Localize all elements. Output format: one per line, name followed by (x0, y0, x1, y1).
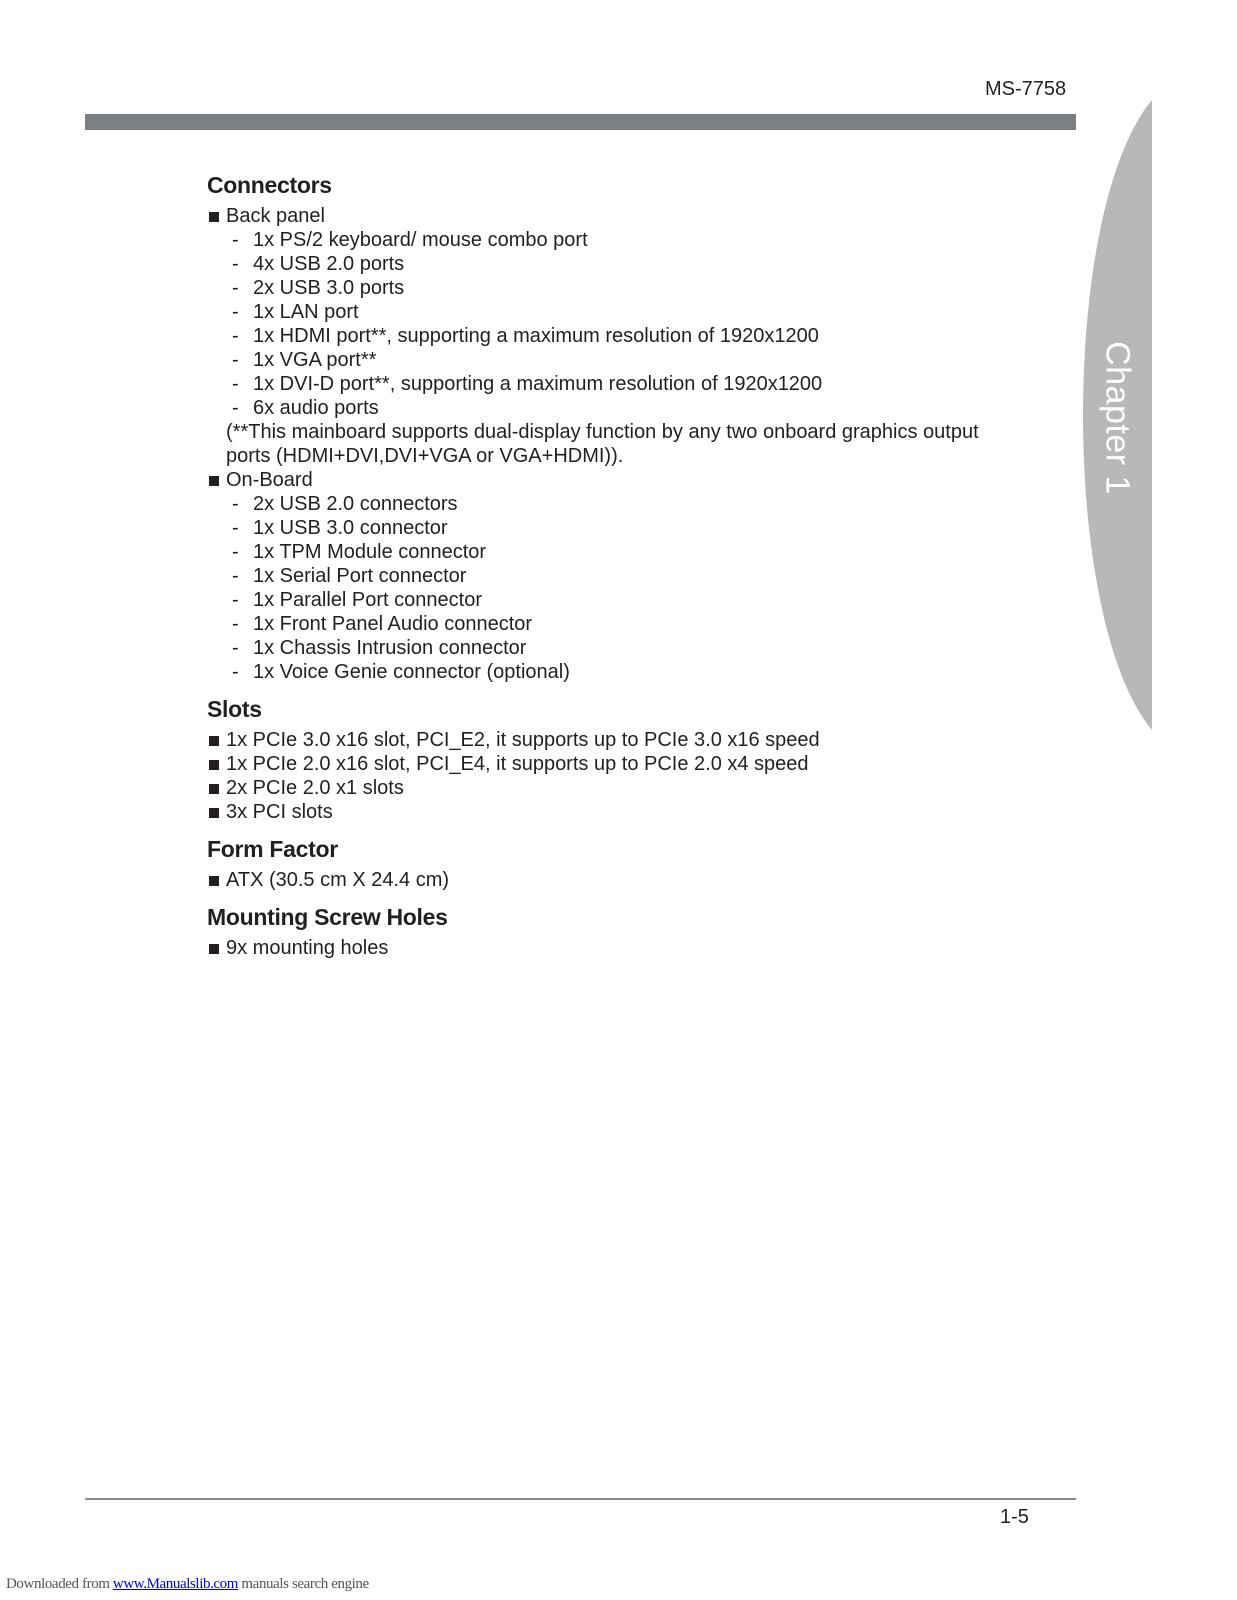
sub-item: - 1x Voice Genie connector (optional) (232, 661, 570, 683)
sub-item: - 1x Chassis Intrusion connector (232, 637, 527, 659)
bullet-item: 1x PCIe 2.0 x16 slot, PCI_E4, it supports up to PCIe 2.0 x4 speed (207, 752, 1047, 776)
slots-list (207, 728, 1047, 824)
sub-item: - 1x PS/2 keyboard/ mouse combo port (232, 229, 588, 251)
section-form-factor (207, 834, 1047, 892)
sub-item: - 1x Serial Port connector (232, 565, 467, 587)
sub-item: - 1x TPM Module connector (232, 541, 487, 563)
bullet-item: Back panel (207, 204, 1047, 228)
sub-item: - 1x VGA port** (232, 349, 377, 371)
note-line: ports (HDMI+DVI,DVI+VGA or VGA+HDMI)). (226, 445, 624, 467)
sub-item: - 4x USB 2.0 ports (232, 253, 405, 275)
section-slots (207, 694, 1047, 824)
manualslib-link[interactable]: www.Manualslib.com (112, 1576, 239, 1592)
footer-prefix: Downloaded from (6, 1576, 113, 1592)
chapter-label: Chapter 1 (1098, 341, 1137, 495)
bullet-item: ATX (30.5 cm X 24.4 cm) (207, 868, 1047, 892)
bullet-item: 2x PCIe 2.0 x1 slots (207, 776, 1047, 800)
sub-item: - 2x USB 3.0 ports (232, 277, 405, 299)
spec-content (207, 170, 1047, 970)
section-title: Form Factor (207, 836, 338, 862)
sub-item: - 1x Parallel Port connector (232, 589, 483, 611)
bullet-item: On-Board (207, 468, 1047, 492)
mounting-list (207, 936, 1047, 960)
footer-suffix: manuals search engine (238, 1576, 369, 1592)
header-bar (85, 114, 1076, 130)
footer-divider (85, 1498, 1076, 1500)
sub-item: - 6x audio ports (232, 397, 379, 419)
sub-item: - 1x LAN port (232, 301, 359, 323)
model-number: MS-7758 (985, 78, 1067, 100)
section-connectors (207, 170, 1047, 684)
section-title: Connectors (207, 172, 332, 198)
bullet-item: 9x mounting holes (207, 936, 1047, 960)
sub-item: - 1x HDMI port**, supporting a maximum resolution of 1920x1200 (232, 325, 819, 347)
sub-item: - 2x USB 2.0 connectors (232, 493, 458, 515)
form-factor-list (207, 868, 1047, 892)
section-title: Mounting Screw Holes (207, 904, 448, 930)
sub-item: - 1x Front Panel Audio connector (232, 613, 533, 635)
sub-item: - 1x USB 3.0 connector (232, 517, 448, 539)
section-mounting (207, 902, 1047, 960)
section-title: Slots (207, 696, 262, 722)
download-footer (6, 1576, 369, 1593)
bullet-item: 1x PCIe 3.0 x16 slot, PCI_E2, it supports up to PCIe 3.0 x16 speed (207, 728, 1047, 752)
note-line: (**This mainboard supports dual-display function by any two onboard graphics output (226, 421, 979, 443)
connectors-list (207, 204, 1047, 684)
sub-item: - 1x DVI-D port**, supporting a maximum resolution of 1920x1200 (232, 373, 823, 395)
bullet-item: 3x PCI slots (207, 800, 1047, 824)
page-number: 1-5 (1000, 1506, 1029, 1528)
